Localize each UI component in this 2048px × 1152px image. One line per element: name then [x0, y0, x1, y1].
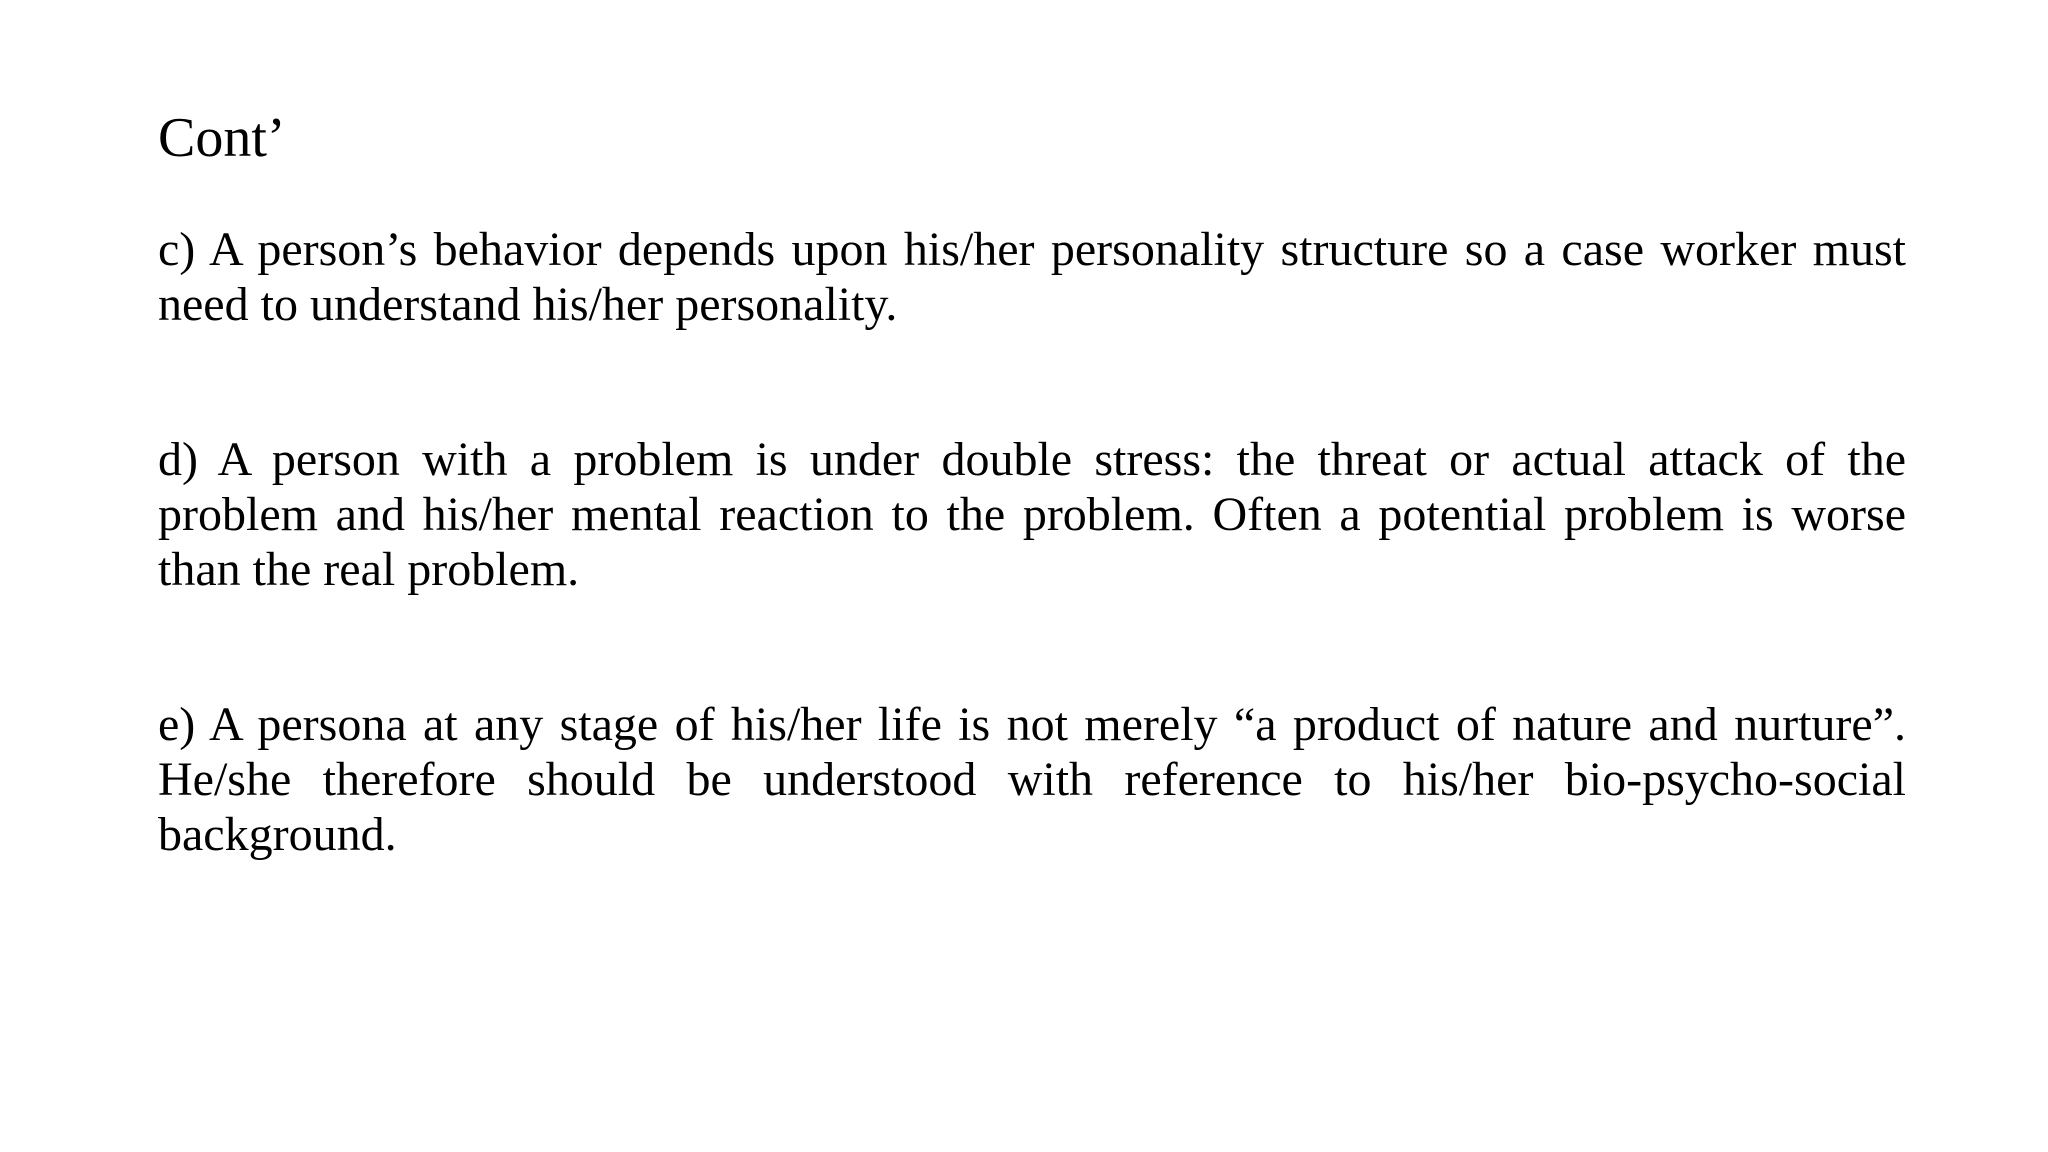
slide-title: Cont’ — [158, 107, 286, 169]
paragraph-d: d) A person with a problem is under double stress: the threat or actual attack of the problem and his/her mental reaction to the problem. Often a potential problem is worse than the real problem. — [158, 433, 1906, 596]
paragraph-c: c) A person’s behavior depends upon his/her personality structure so a case worker must need to understand his/her personality. — [158, 223, 1906, 331]
paragraph-e: e) A persona at any stage of his/her life is not merely “a product of nature and nurture”. He/she therefore should be understood with reference to his/her bio-psycho-social background. — [158, 698, 1906, 861]
